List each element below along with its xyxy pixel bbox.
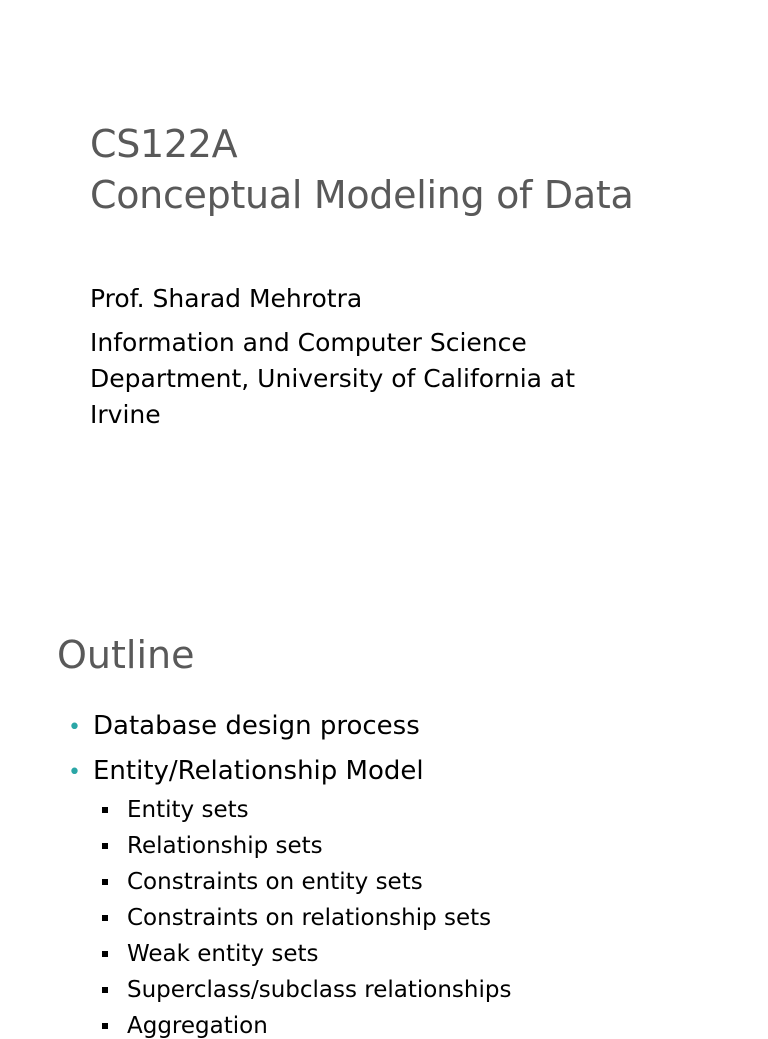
square-bullet-icon xyxy=(102,879,108,885)
outline-item xyxy=(68,711,420,741)
outline-subitem-label: Relationship sets xyxy=(127,833,323,859)
square-bullet-icon xyxy=(102,1023,108,1029)
square-bullet-icon xyxy=(102,987,108,993)
course-code: CS122A xyxy=(90,122,238,166)
square-bullet-icon xyxy=(102,843,108,849)
square-bullet-icon xyxy=(102,807,108,813)
square-bullet-icon xyxy=(102,915,108,921)
course-title: Conceptual Modeling of Data xyxy=(90,173,634,217)
bullet-dot-icon: • xyxy=(68,760,81,785)
outline-subitem xyxy=(102,941,318,967)
outline-subitem xyxy=(102,1013,268,1039)
author-name: Prof. Sharad Mehrotra xyxy=(90,284,363,313)
outline-item-label: Database design process xyxy=(93,711,420,741)
bullet-dot-icon: • xyxy=(68,715,81,740)
outline-subitem-label: Constraints on entity sets xyxy=(127,869,423,895)
outline-subitem xyxy=(102,977,511,1003)
outline-subitem xyxy=(102,797,249,823)
outline-item xyxy=(68,756,424,786)
author-affiliation: Information and Computer Science Department, University of California at Irvine xyxy=(90,328,576,429)
outline-subitem-label: Entity sets xyxy=(127,797,249,823)
outline-subitem xyxy=(102,833,323,859)
outline-subitem xyxy=(102,905,491,931)
outline-heading: Outline xyxy=(57,633,195,677)
outline-subitem-label: Aggregation xyxy=(127,1013,268,1039)
outline-subitem-label: Constraints on relationship sets xyxy=(127,905,492,931)
outline-subitem-label: Weak entity sets xyxy=(127,941,319,967)
outline-subitem xyxy=(102,869,423,895)
outline-item-label: Entity/Relationship Model xyxy=(93,756,424,786)
square-bullet-icon xyxy=(102,951,108,957)
outline-slide xyxy=(0,590,768,1039)
outline-subitem-label: Superclass/subclass relationships xyxy=(127,977,512,1003)
